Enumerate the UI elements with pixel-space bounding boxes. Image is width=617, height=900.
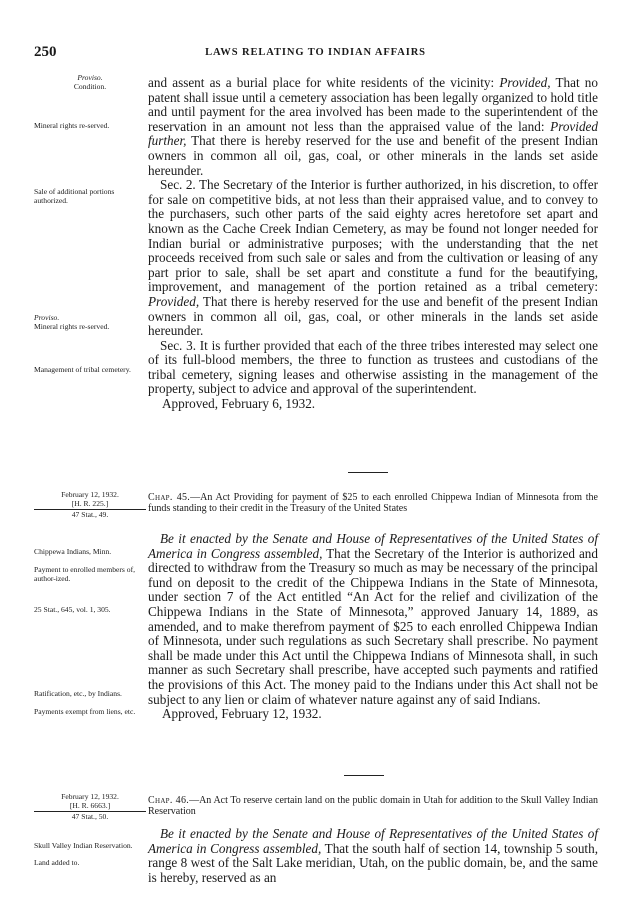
- paragraph-1: and assent as a burial place for white residents of the vicinity: Provided, That no patent shall issue until a cemetery association has been legally organized to hold title and until payment for the area involved has been made to the superintendent of the reservation in an amount not less than the appraised value of the land: Provided further, That there is hereby reserved for the use and benefit of the present Indian owners in common all oil, gas, coal, or other minerals in the lands set aside hereunder.: [148, 75, 598, 178]
- margin-note-skull-valley: Skull Valley Indian Reservation.: [34, 841, 133, 850]
- divider-1: [348, 472, 388, 473]
- chapter46-body: Be it enacted by the Senate and House of Representatives of the United States of America in Congress assembled, That the south half of section 14, township 5 south, range 8 west of the Salt Lake meridian, Utah, on the public domain, be, and the same is hereby, reserved as an: [148, 826, 598, 885]
- chapter46-heading: [148, 795, 598, 817]
- chapter46-label: Chap. 46.: [148, 795, 190, 806]
- chapter45-label: Chap. 45.: [148, 492, 191, 503]
- top-text-block: [148, 76, 598, 412]
- margin-note-chippewa: Chippewa Indians, Minn.: [34, 547, 112, 556]
- chapter45-heading: [148, 492, 598, 514]
- approved-line-1: Approved, February 6, 1932.: [162, 396, 316, 412]
- chapter45-text: [148, 532, 598, 722]
- section-3: Sec. 3. It is further provided that each of the three tribes interested may select one of its full-blood members, the three to function as trustees and custodians of the tribal cemetery, signing leases and otherwise assisting in the management of the property, subject to advice and approval of the superintendent.: [148, 337, 598, 397]
- margin-note-proviso-2: Proviso.: [34, 313, 60, 322]
- margin-note-mineral-rights: Mineral rights re-served.: [34, 121, 110, 130]
- page-header: [34, 44, 597, 62]
- margin-note-mineral-rights-2: Mineral rights re-served.: [34, 322, 110, 331]
- approved-line-2: Approved, February 12, 1932.: [162, 706, 322, 722]
- margin-note-land-added: Land added to.: [34, 858, 80, 867]
- chapter46-citation: February 12, 1932. [H. R. 6663.] 47 Stat., 50.: [34, 793, 146, 822]
- margin-note-ratification: Ratification, etc., by Indians.: [34, 689, 122, 698]
- margin-note-sale-authorized: Sale of additional portions authorized.: [34, 187, 115, 205]
- page-number: 250: [34, 44, 57, 60]
- margin-note-payment: Payment to enrolled members of, author-ized.: [34, 565, 136, 583]
- margin-note-statute: 25 Stat., 645, vol. 1, 305.: [34, 605, 111, 614]
- chapter45-citation: February 12, 1932. [H. R. 225.] 47 Stat., 49.: [34, 491, 146, 520]
- running-title: LAWS RELATING TO INDIAN AFFAIRS: [205, 47, 426, 58]
- margin-note-proviso: Proviso.: [77, 73, 103, 82]
- chapter46-title: —An Act To reserve certain land on the public domain in Utah for addition to the Skull Valley Indian Reservation: [148, 795, 599, 817]
- chapter45-body: Be it enacted by the Senate and House of Representatives of the United States of America in Congress assembled, That the Secretary of the Interior is authorized and directed to withdraw from the Treasury so much as may be necessary of the principal fund on deposit to the credit of the Chippewa Indians in the State of Minnesota, under section 7 of the Act entitled “An Act for the relief and civilization of the Chippewa Indians in the State of Minnesota,” approved January 14, 1889, as amended, and to make therefrom payment of $25 to each enrolled Chippewa Indian of Minnesota, under such regulations as such Secretary shall prescribe. No payment shall be made under this Act until the Chippewa Indians of Minnesota shall, in such manner as such Secretary shall prescribe, have accepted such payments and ratified the provisions of this Act. The money paid to the Indians under this Act shall not be subject to any lien or claim of whatever nature against any of said Indians.: [148, 531, 598, 707]
- section-2: Sec. 2. The Secretary of the Interior is further authorized, in his discretion, to offer for sale on competitive bids, at not less than their appraised value, and to convey to the purchasers, such other parts of the said eighty acres heretofore set apart and known as the Cache Creek Indian Cemetery, as may be found not longer needed for Indian burial or administrative purposes; with the understanding that the net proceeds received from such sale or sales and from the cultivation or leasing of any part prior to sale, shall be set apart and constitute a fund for the beautifying, improvement, and management of the portion retained as a tribal cemetery: Provided, That there is hereby reserved for the use and benefit of the present Indian owners in common all oil, gas, coal, or other minerals in the lands set aside hereunder.: [148, 177, 598, 339]
- margin-note-condition: Condition.: [73, 82, 107, 91]
- chapter46-text: [148, 827, 598, 885]
- chapter45-title: —An Act Providing for payment of $25 to each enrolled Chippewa Indian of Minnesota from the funds standing to their credit in the Treasury of the United States: [148, 492, 598, 514]
- divider-2: [344, 775, 384, 776]
- margin-note-management: Management of tribal cemetery.: [34, 365, 131, 374]
- margin-note-exempt: Payments exempt from liens, etc.: [34, 707, 136, 716]
